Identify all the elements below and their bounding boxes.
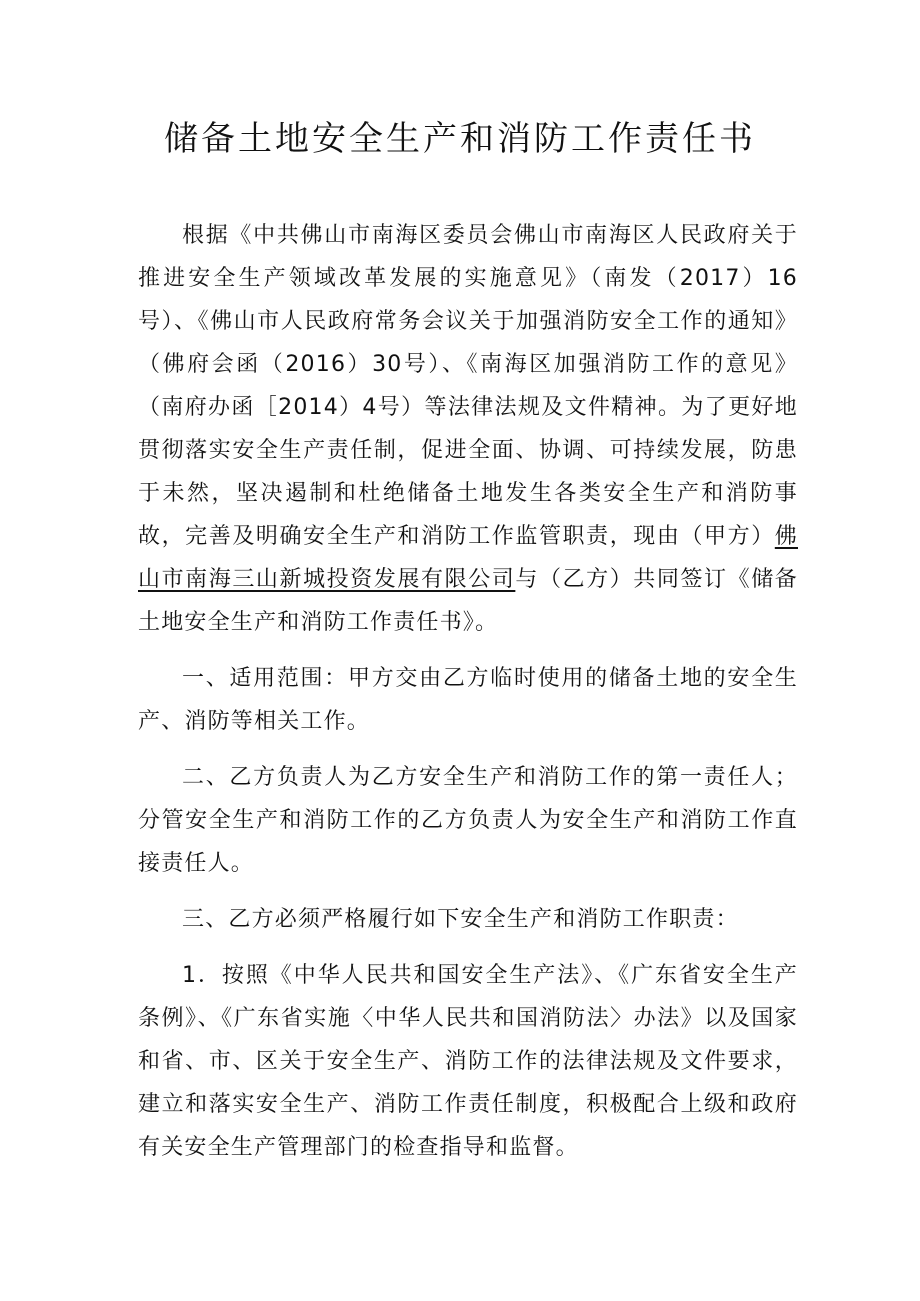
paragraph-duty-1: 1．按照《中华人民共和国安全生产法》、《广东省安全生产条例》、《广东省实施〈中华人民共和国消防法〉办法》以及国家和省、市、区关于安全生产、消防工作的法律法规及文件要求，建立和落实安全生产、消防工作责任制度，积极配合上级和政府有关安全生产管理部门的检查指导和监督。 [138, 963, 798, 1160]
party-a-name: 佛山市南海三山新城投资发展有限公司 [138, 524, 798, 592]
paragraph-basis-text: 根据《中共佛山市南海区委员会佛山市南海区人民政府关于推进安全生产领域改革发展的实施意见》（南发（2017）16号）、《佛山市人民政府常务会议关于加强消防安全工作的通知》（佛府会函（2016）30号）、《南海区加强消防工作的意见》（南府办函［2014）4号）等法律法规及文件精神。为了更好地贯彻落实安全生产责任制，促进全面、协调、可持续发展，防患于未然，坚决遏制和杜绝储备土地发生各类安全生产和消防事故，完善及明确安全生产和消防工作监管职责，现由（甲方） [138, 223, 798, 549]
paragraph-duties-heading: 三、乙方必须严格履行如下安全生产和消防工作职责： [182, 907, 739, 932]
document-body [138, 214, 798, 1182]
paragraph-scope: 一、适用范围：甲方交由乙方临时使用的储备土地的安全生产、消防等相关工作。 [138, 666, 798, 734]
paragraph-basis [138, 214, 798, 644]
paragraph-basis-ending: 与（乙方）共同签订《储备土地安全生产和消防工作责任书》。 [138, 567, 798, 635]
paragraph-responsible-person: 二、乙方负责人为乙方安全生产和消防工作的第一责任人；分管安全生产和消防工作的乙方负责人为安全生产和消防工作直接责任人。 [138, 765, 798, 876]
document-title: 储备土地安全生产和消防工作责任书 [164, 119, 756, 159]
